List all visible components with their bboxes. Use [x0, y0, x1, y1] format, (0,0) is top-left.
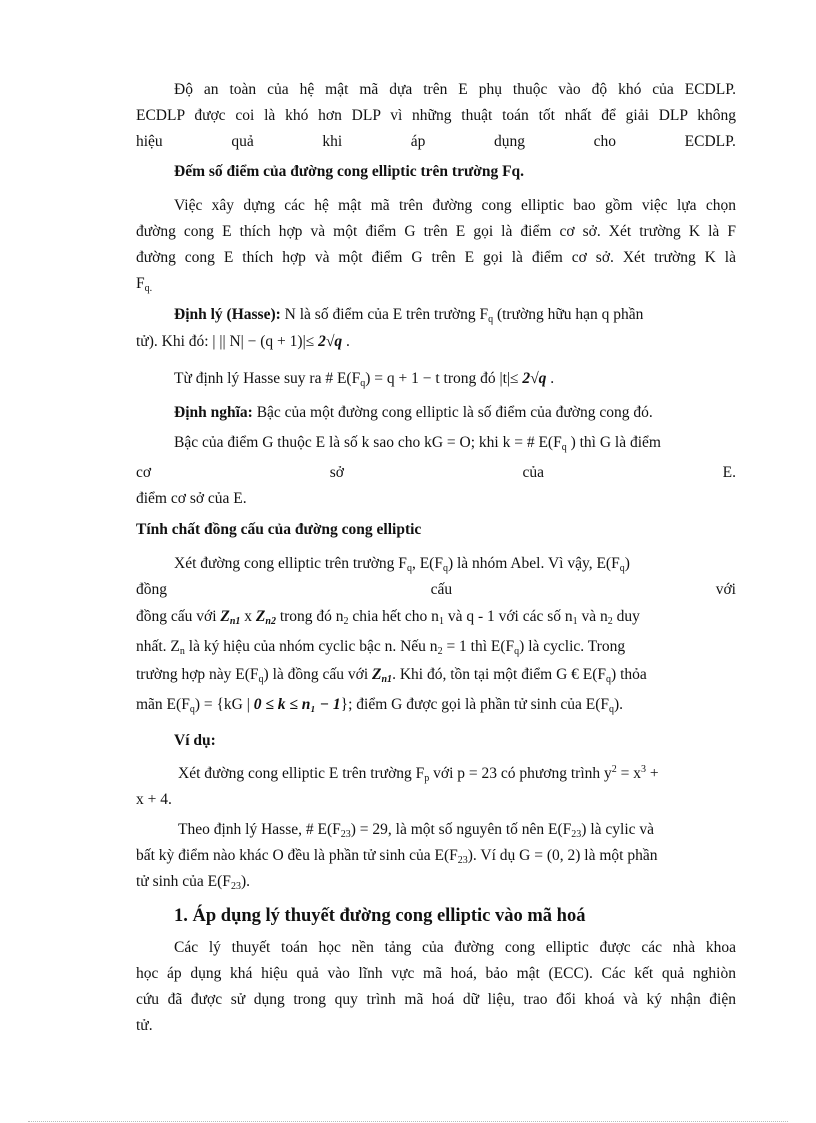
p2-line4: $F_{q.}$: [136, 275, 153, 294]
definition-label: Định nghĩa:: [174, 404, 253, 421]
k-range-formula: 0 ≤ k ≤ n₁ − 1: [253, 696, 341, 713]
word: khi: [322, 133, 343, 150]
homo-line2: [136, 580, 736, 600]
last-line1: Các lý thuyết toán học nền tảng của đường cong elliptic được các nhà khoa: [174, 939, 736, 956]
last-line3: cứu đã được sử dụng trong quy trình mã hoá dữ liệu, trao đổi khoá và ký nhận điện: [136, 991, 736, 1008]
word: dụng: [494, 133, 526, 150]
example2-line2: bất kỳ điểm nào khác O đều là phần tử sinh của $E(F_{23})$. Ví dụ G = (0, 2) là một phần: [136, 847, 658, 866]
last-line2: học áp dụng khá hiệu quả vào lĩnh vực mã hoá, bảo mật (ECC). Các kết quả nghiòn: [136, 965, 736, 982]
word: ECDLP.: [684, 133, 736, 150]
word: E.: [722, 464, 736, 481]
example2-line1: Theo định lý Hasse, # $E(F_{23}) = 29$, là một số nguyên tố nên $E(F_{23})$ là cylic và: [178, 821, 655, 840]
page-bottom-divider: [28, 1121, 788, 1122]
word: áp: [410, 133, 426, 150]
heading-homomorphism: Tính chất đồng cấu của đường cong elliptic: [136, 521, 422, 538]
hasse-label: Định lý (Hasse):: [174, 306, 281, 323]
homo-line3: đồng cấu với $Z_{n1}$ x $Z_{n2}$ trong đó $n_2$ chia hết cho $n_1$ và q - 1 với các số $n_1$ và $n_2$ duy: [136, 608, 640, 627]
hasse-consequence: Từ định lý Hasse suy ra # $E(F_q) = q + 1 - t$ trong đó |t|≤ 2√q .: [174, 370, 555, 389]
hasse-bound-formula: 2√q: [318, 333, 343, 350]
homo-line4: nhất. $Z_n$ là ký hiệu của nhóm cyclic bậc n. Nếu $n_2 = 1$ thì $E(F_q)$ là cyclic. Trong: [136, 638, 626, 657]
z-n2-symbol: $Z_{n2}$: [255, 608, 276, 627]
homo-line5: trường hợp này $E(F_q)$ là đồng cấu với $Z_{n1}$. Khi đó, tồn tại một điểm G € $E(F_q)$ thỏa: [136, 666, 647, 685]
word: quả: [231, 133, 254, 150]
homo-line1: Xét đường cong elliptic trên trường $F_q$, $E(F_q)$ là nhóm Abel. Vì vậy, $E(F_q)$: [174, 555, 630, 574]
z-n1-symbol: $Z_{n1}$: [372, 666, 393, 685]
example-label: Ví dụ:: [174, 732, 216, 749]
p2-line2: đường cong E thích hợp và một điểm G trên E gọi là điểm cơ sở. Xét trường K là F: [136, 223, 736, 240]
last-line4: tử.: [136, 1017, 153, 1034]
word: sở: [329, 464, 344, 481]
word: đồng: [136, 581, 167, 598]
definition-line: Định nghĩa: Bậc của một đường cong elliptic là số điểm của đường cong đó.: [174, 404, 653, 421]
order-line3: điểm cơ sở của E.: [136, 490, 247, 507]
word: của: [522, 464, 545, 481]
p2-line1: Việc xây dựng các hệ mật mã trên đường cong elliptic bao gồm việc lựa chọn: [174, 197, 736, 214]
example1-line2: x + 4.: [136, 791, 172, 808]
p1-line1: Độ an toàn của hệ mật mã dựa trên E phụ thuộc vào độ khó của ECDLP.: [174, 81, 736, 98]
z-n1-symbol: $Z_{n1}$: [220, 608, 241, 627]
word: cơ: [136, 464, 152, 481]
homo-line6: mãn $E(F_q) = \{kG$ | 0 ≤ k ≤ n₁ − 1}; điểm G được gọi là phần tử sinh của $E(F_q)$.: [136, 696, 624, 715]
order-line2: [136, 463, 736, 483]
section-heading: 1. Áp dụng lý thuyết đường cong elliptic vào mã hoá: [174, 906, 586, 926]
word: cho: [593, 133, 617, 150]
hasse-line1: Định lý (Hasse): N là số điểm của E trên trường $F_q$ (trường hữu hạn q phần: [174, 306, 644, 325]
word: cấu: [430, 581, 453, 598]
word: với: [715, 581, 736, 598]
p1-line2: ECDLP được coi là khó hơn DLP vì những thuật toán tốt nhất để giải DLP không: [136, 107, 736, 124]
p2-line3: đường cong E thích hợp và một điểm G trên E gọi là điểm cơ sở. Xét trường K là: [136, 249, 736, 266]
example1-line1: Xét đường cong elliptic E trên trường $F_p$ với p = 23 có phương trình $y^2 = x^3$ +: [178, 763, 659, 784]
heading-count-points: Đếm số điểm của đường cong elliptic trên trường Fq.: [174, 163, 525, 180]
trace-bound-formula: 2√q: [522, 370, 547, 387]
order-line1: Bậc của điểm G thuộc E là số k sao cho kG = O; khi k = # $E(F_q$ ) thì G là điểm: [174, 434, 661, 453]
word: hiệu: [136, 133, 163, 150]
p1-line3: [136, 132, 736, 152]
example2-line3: tử sinh của $E(F_{23})$.: [136, 873, 250, 892]
hasse-line2: tử). Khi đó: | || N| − (q + 1)|≤ 2√q .: [136, 333, 350, 350]
